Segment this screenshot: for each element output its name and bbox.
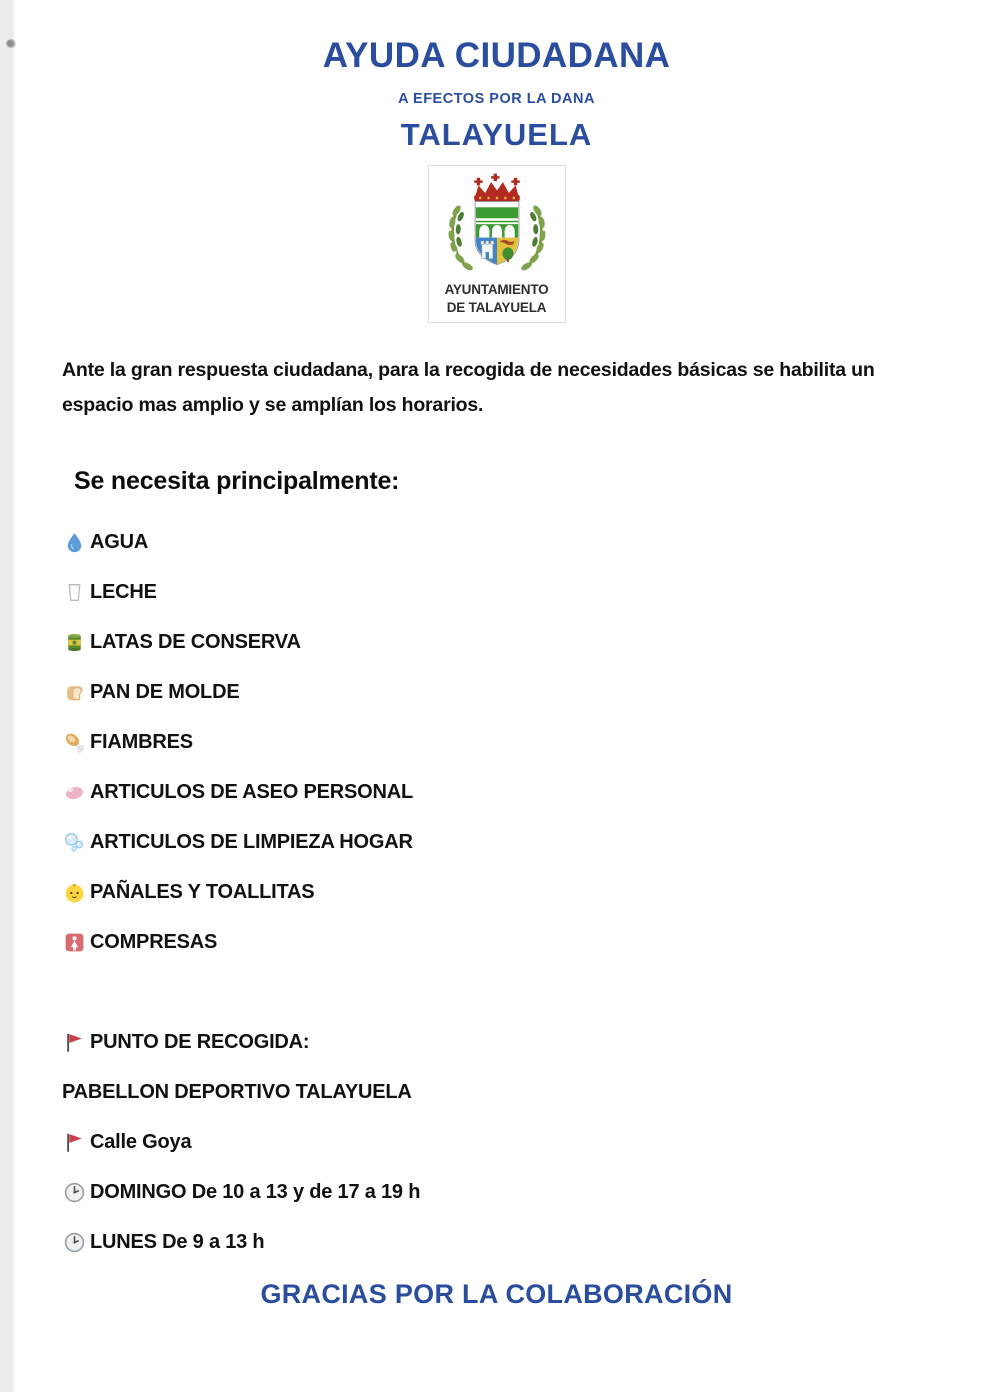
pickup-venue-row xyxy=(62,1067,993,1117)
red-flag-icon xyxy=(62,1130,87,1155)
schedule-row xyxy=(62,1167,993,1217)
pickup-venue: PABELLON DEPORTIVO TALAYUELA xyxy=(62,1080,412,1103)
list-item xyxy=(62,717,993,767)
need-label: PAN DE MOLDE xyxy=(90,680,240,703)
need-label: PAÑALES Y TOALLITAS xyxy=(90,880,315,903)
need-label: COMPRESAS xyxy=(90,930,218,953)
header xyxy=(0,0,993,323)
need-label: ARTICULOS DE ASEO PERSONAL xyxy=(90,780,413,803)
bubbles-icon xyxy=(62,830,87,855)
list-item xyxy=(62,767,993,817)
red-flag-icon xyxy=(62,1030,87,1055)
pickup-section xyxy=(0,1017,993,1267)
schedule-label: LUNES De 9 a 13 h xyxy=(90,1230,265,1253)
list-item xyxy=(62,617,993,667)
soap-bar-icon xyxy=(62,780,87,805)
pickup-street-row xyxy=(62,1117,993,1167)
list-item xyxy=(62,667,993,717)
list-item xyxy=(62,867,993,917)
intro-paragraph: Ante la gran respuesta ciudadana, para la recogida de necesidades básicas se habilita un espacio mas amplio y se amplían los horarios. xyxy=(62,359,875,417)
thanks-message: GRACIAS POR LA COLABORACIÓN xyxy=(260,1279,733,1310)
talayuela-coat-of-arms-icon xyxy=(431,170,563,280)
scan-edge-strip xyxy=(0,0,14,1392)
milk-glass-icon xyxy=(62,580,87,605)
womens-symbol-icon xyxy=(62,930,87,955)
canned-food-icon xyxy=(62,630,87,655)
need-label: ARTICULOS DE LIMPIEZA HOGAR xyxy=(90,830,413,853)
bread-loaf-icon xyxy=(62,680,87,705)
need-label: LECHE xyxy=(90,580,157,603)
municipal-logo xyxy=(428,165,566,324)
pickup-heading-row xyxy=(62,1017,993,1067)
schedule-label: DOMINGO De 10 a 13 y de 17 a 19 h xyxy=(90,1180,421,1203)
scan-smudge-mark xyxy=(6,39,17,48)
water-drop-icon xyxy=(62,530,87,555)
clock-icon xyxy=(62,1230,87,1255)
list-item xyxy=(62,567,993,617)
city-title: TALAYUELA xyxy=(400,116,593,152)
logo-caption-line2: DE TALAYUELA xyxy=(446,299,547,315)
list-item xyxy=(62,917,993,967)
need-label: LATAS DE CONSERVA xyxy=(90,630,301,653)
meat-bone-icon xyxy=(62,730,87,755)
page-subtitle: A EFECTOS POR LA DANA xyxy=(398,91,595,107)
needs-list xyxy=(0,517,993,967)
schedule-row xyxy=(62,1217,993,1267)
page-title: AYUDA CIUDADANA xyxy=(322,36,671,75)
needs-heading: Se necesita principalmente: xyxy=(74,467,400,496)
logo-caption-line1: AYUNTAMIENTO xyxy=(444,281,549,297)
pickup-heading: PUNTO DE RECOGIDA: xyxy=(90,1030,310,1053)
baby-face-icon xyxy=(62,880,87,905)
clock-icon xyxy=(62,1180,87,1205)
need-label: AGUA xyxy=(90,530,149,553)
pickup-street: Calle Goya xyxy=(90,1130,192,1153)
need-label: FIAMBRES xyxy=(90,730,193,753)
list-item xyxy=(62,817,993,867)
list-item xyxy=(62,517,993,567)
